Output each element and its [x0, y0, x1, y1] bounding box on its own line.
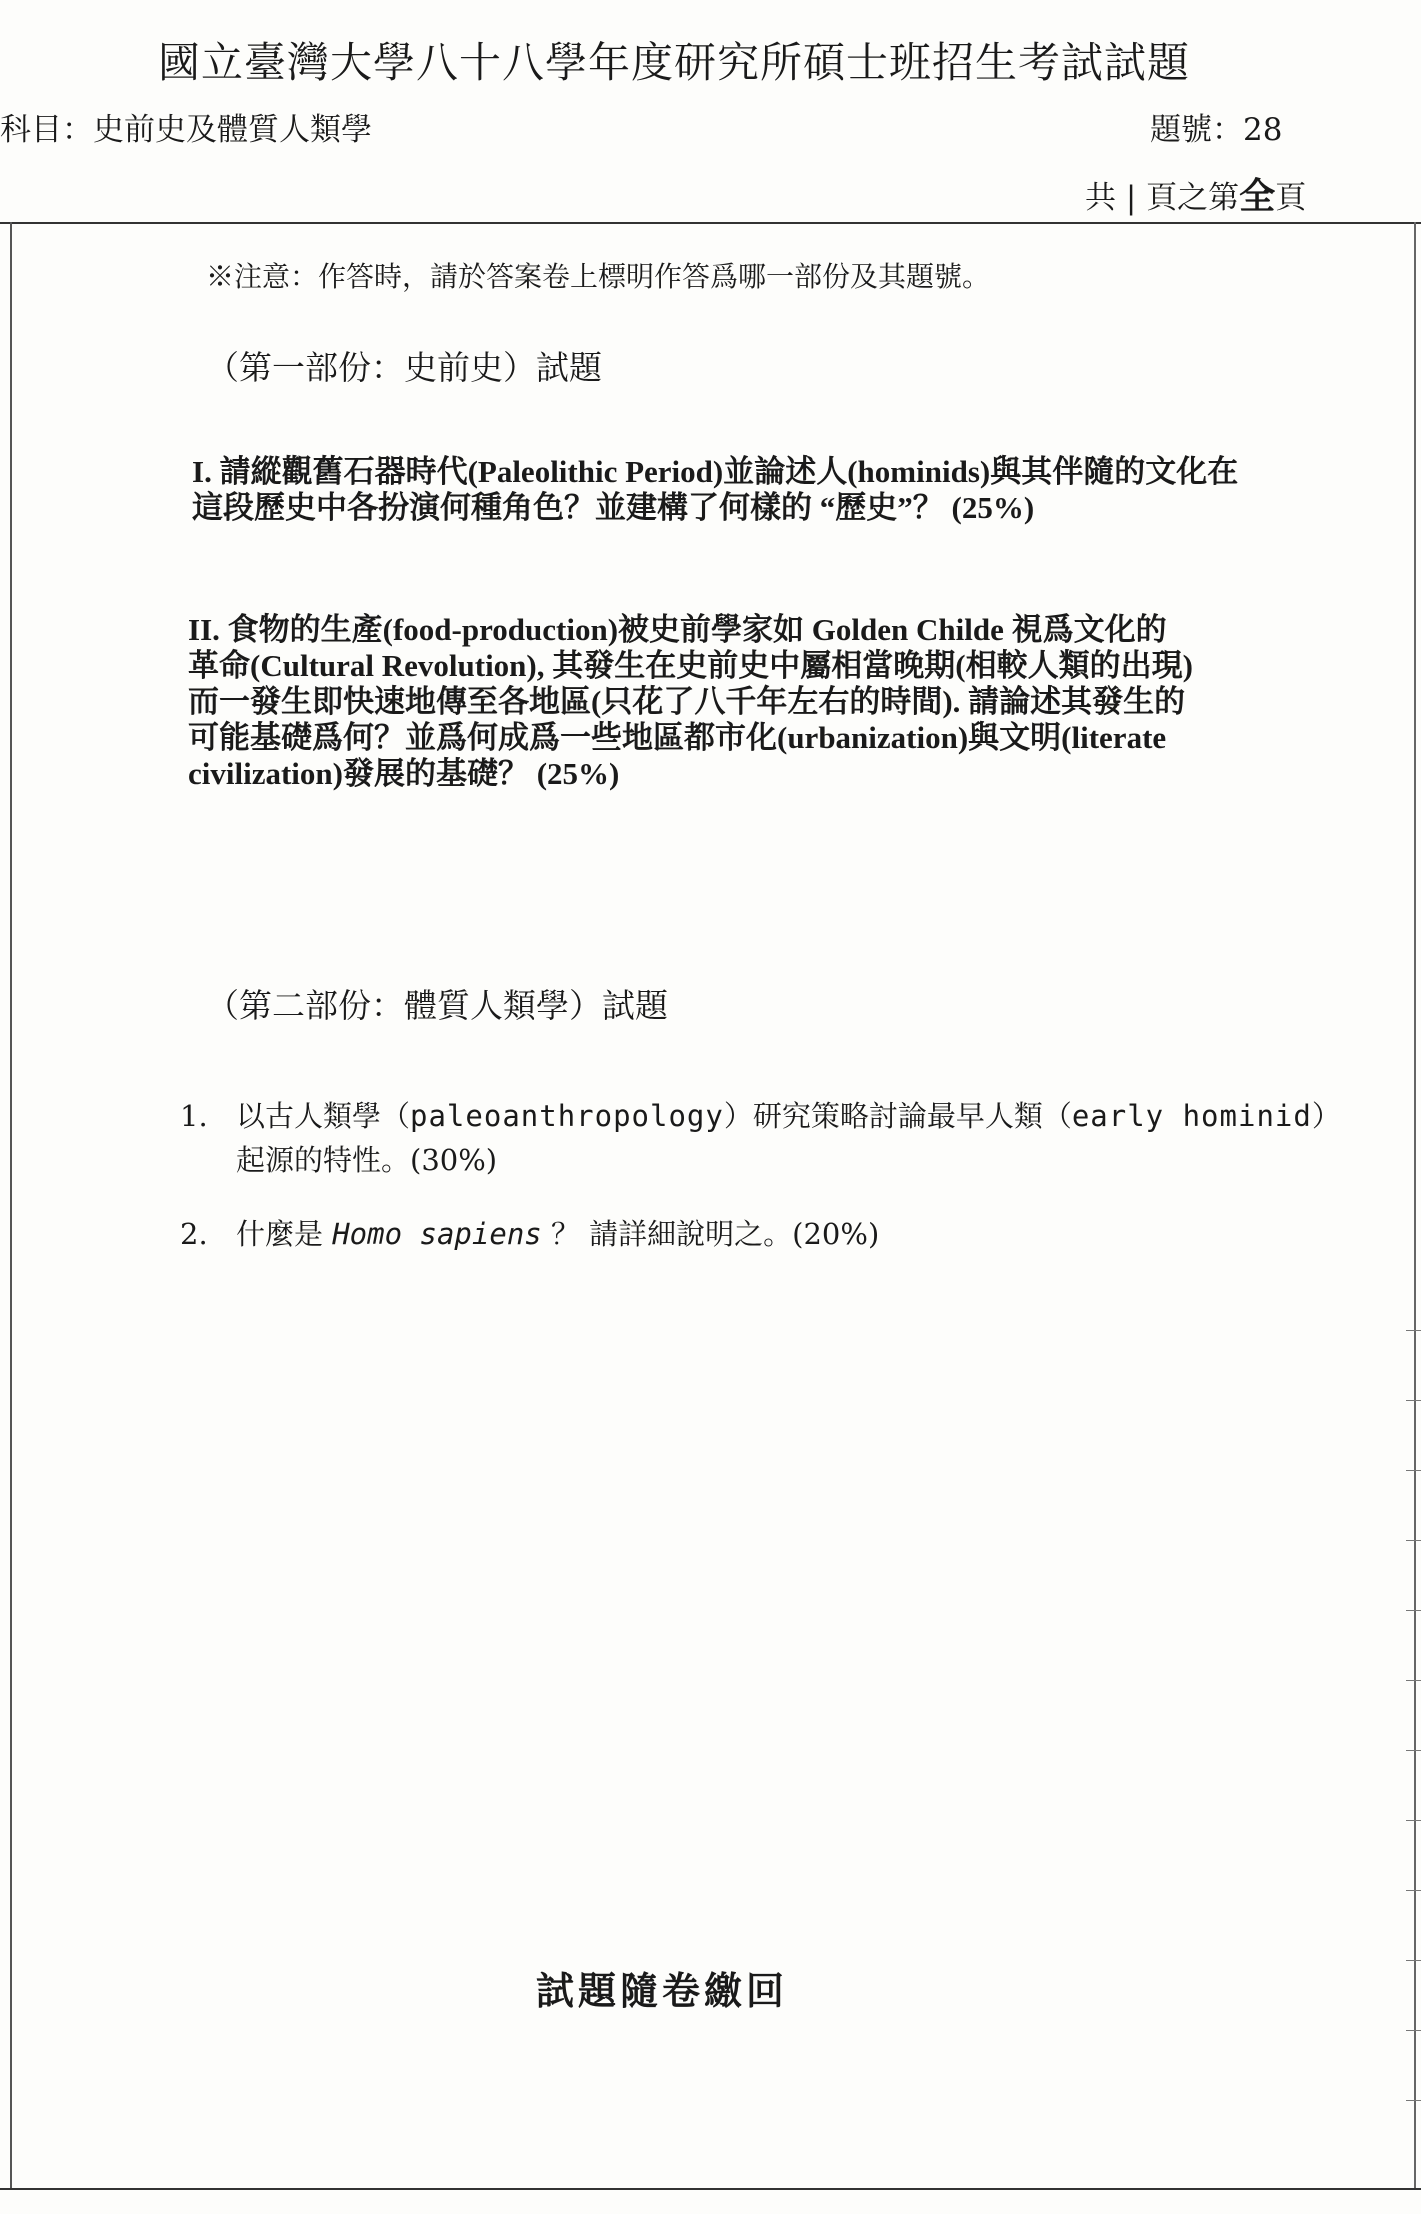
margin-tick: [1406, 1610, 1421, 1611]
question-number-label: 1.: [180, 1099, 208, 1133]
part1-question-1: [192, 454, 1342, 526]
question-number-label: 2.: [180, 1217, 208, 1251]
page-info: [1085, 168, 1306, 219]
page-prefix: 共: [1085, 180, 1116, 216]
question-line: 可能基礎爲何？並爲何成爲一些地區都市化(urbanization)與文明(literate: [188, 720, 1167, 755]
return-notice: 試題隨卷繳回: [536, 1968, 789, 2013]
margin-tick: [1406, 1890, 1421, 1891]
margin-tick: [1406, 1680, 1421, 1681]
question-line: II. 食物的生產(food-production)被史前學家如 Golden Childe 視爲文化的: [188, 612, 1167, 647]
part2-question-1: [180, 1094, 1341, 1182]
margin-tick: [1406, 2030, 1421, 2031]
part2-question-2: [180, 1212, 879, 1256]
question-text: 以古人類學（: [236, 1099, 411, 1133]
frame-left-rule: [10, 222, 12, 2188]
margin-tick: [1406, 1400, 1421, 1401]
page-current-handwritten: 全: [1239, 176, 1276, 217]
exam-title: 國立臺灣大學八十八學年度研究所碩士班招生考試試題: [158, 38, 1191, 87]
question-text: 什麼是: [236, 1217, 333, 1251]
margin-tick: [1406, 1330, 1421, 1331]
question-number: 題號：28: [1150, 112, 1283, 148]
frame-right-rule: [1414, 222, 1416, 2188]
question-line: 而一發生即快速地傳至各地區(只花了八千年左右的時間). 請論述其發生的: [188, 684, 1186, 719]
answer-notice: ※注意：作答時，請於答案卷上標明作答爲哪一部份及其題號。: [206, 260, 991, 293]
subject-label: 科目：史前史及體質人類學: [0, 112, 372, 148]
question-line: 革命(Cultural Revolution), 其發生在史前史中屬相當晚期(相較人類的出現): [188, 648, 1193, 683]
margin-tick: [1406, 1750, 1421, 1751]
margin-tick: [1406, 1820, 1421, 1821]
question-term: Homo sapiens: [332, 1217, 542, 1251]
question-text-line2: 起源的特性。(30%): [236, 1143, 498, 1177]
margin-tick: [1406, 1540, 1421, 1541]
question-text: ）: [1311, 1099, 1341, 1133]
margin-tick: [1406, 2100, 1421, 2101]
margin-tick: [1406, 1470, 1421, 1471]
margin-tick: [1406, 1960, 1421, 1961]
page-suffix: 頁: [1275, 180, 1307, 216]
frame-top-rule: [0, 222, 1421, 224]
question-line: 這段歷史中各扮演何種角色？並建構了何樣的 “歷史”？ (25%): [192, 490, 1035, 525]
question-text: ？ 請詳細說明之。(20%): [541, 1217, 880, 1251]
question-text: ）研究策略討論最早人類（: [723, 1099, 1072, 1133]
page-mid: 頁之第: [1146, 180, 1240, 216]
part1-question-2: [188, 612, 1338, 792]
question-term: early hominid: [1071, 1099, 1312, 1133]
part2-heading: （第二部份：體質人類學）試題: [206, 986, 668, 1025]
question-line: civilization)發展的基礎？ (25%): [188, 756, 620, 791]
question-term: paleoanthropology: [410, 1099, 724, 1133]
page-total: |: [1125, 180, 1137, 216]
frame-bottom-rule: [0, 2188, 1421, 2190]
question-line: I. 請縱觀舊石器時代(Paleolithic Period)並論述人(hominids)與其伴隨的文化在: [192, 454, 1239, 489]
part1-heading: （第一部份：史前史）試題: [206, 348, 602, 387]
